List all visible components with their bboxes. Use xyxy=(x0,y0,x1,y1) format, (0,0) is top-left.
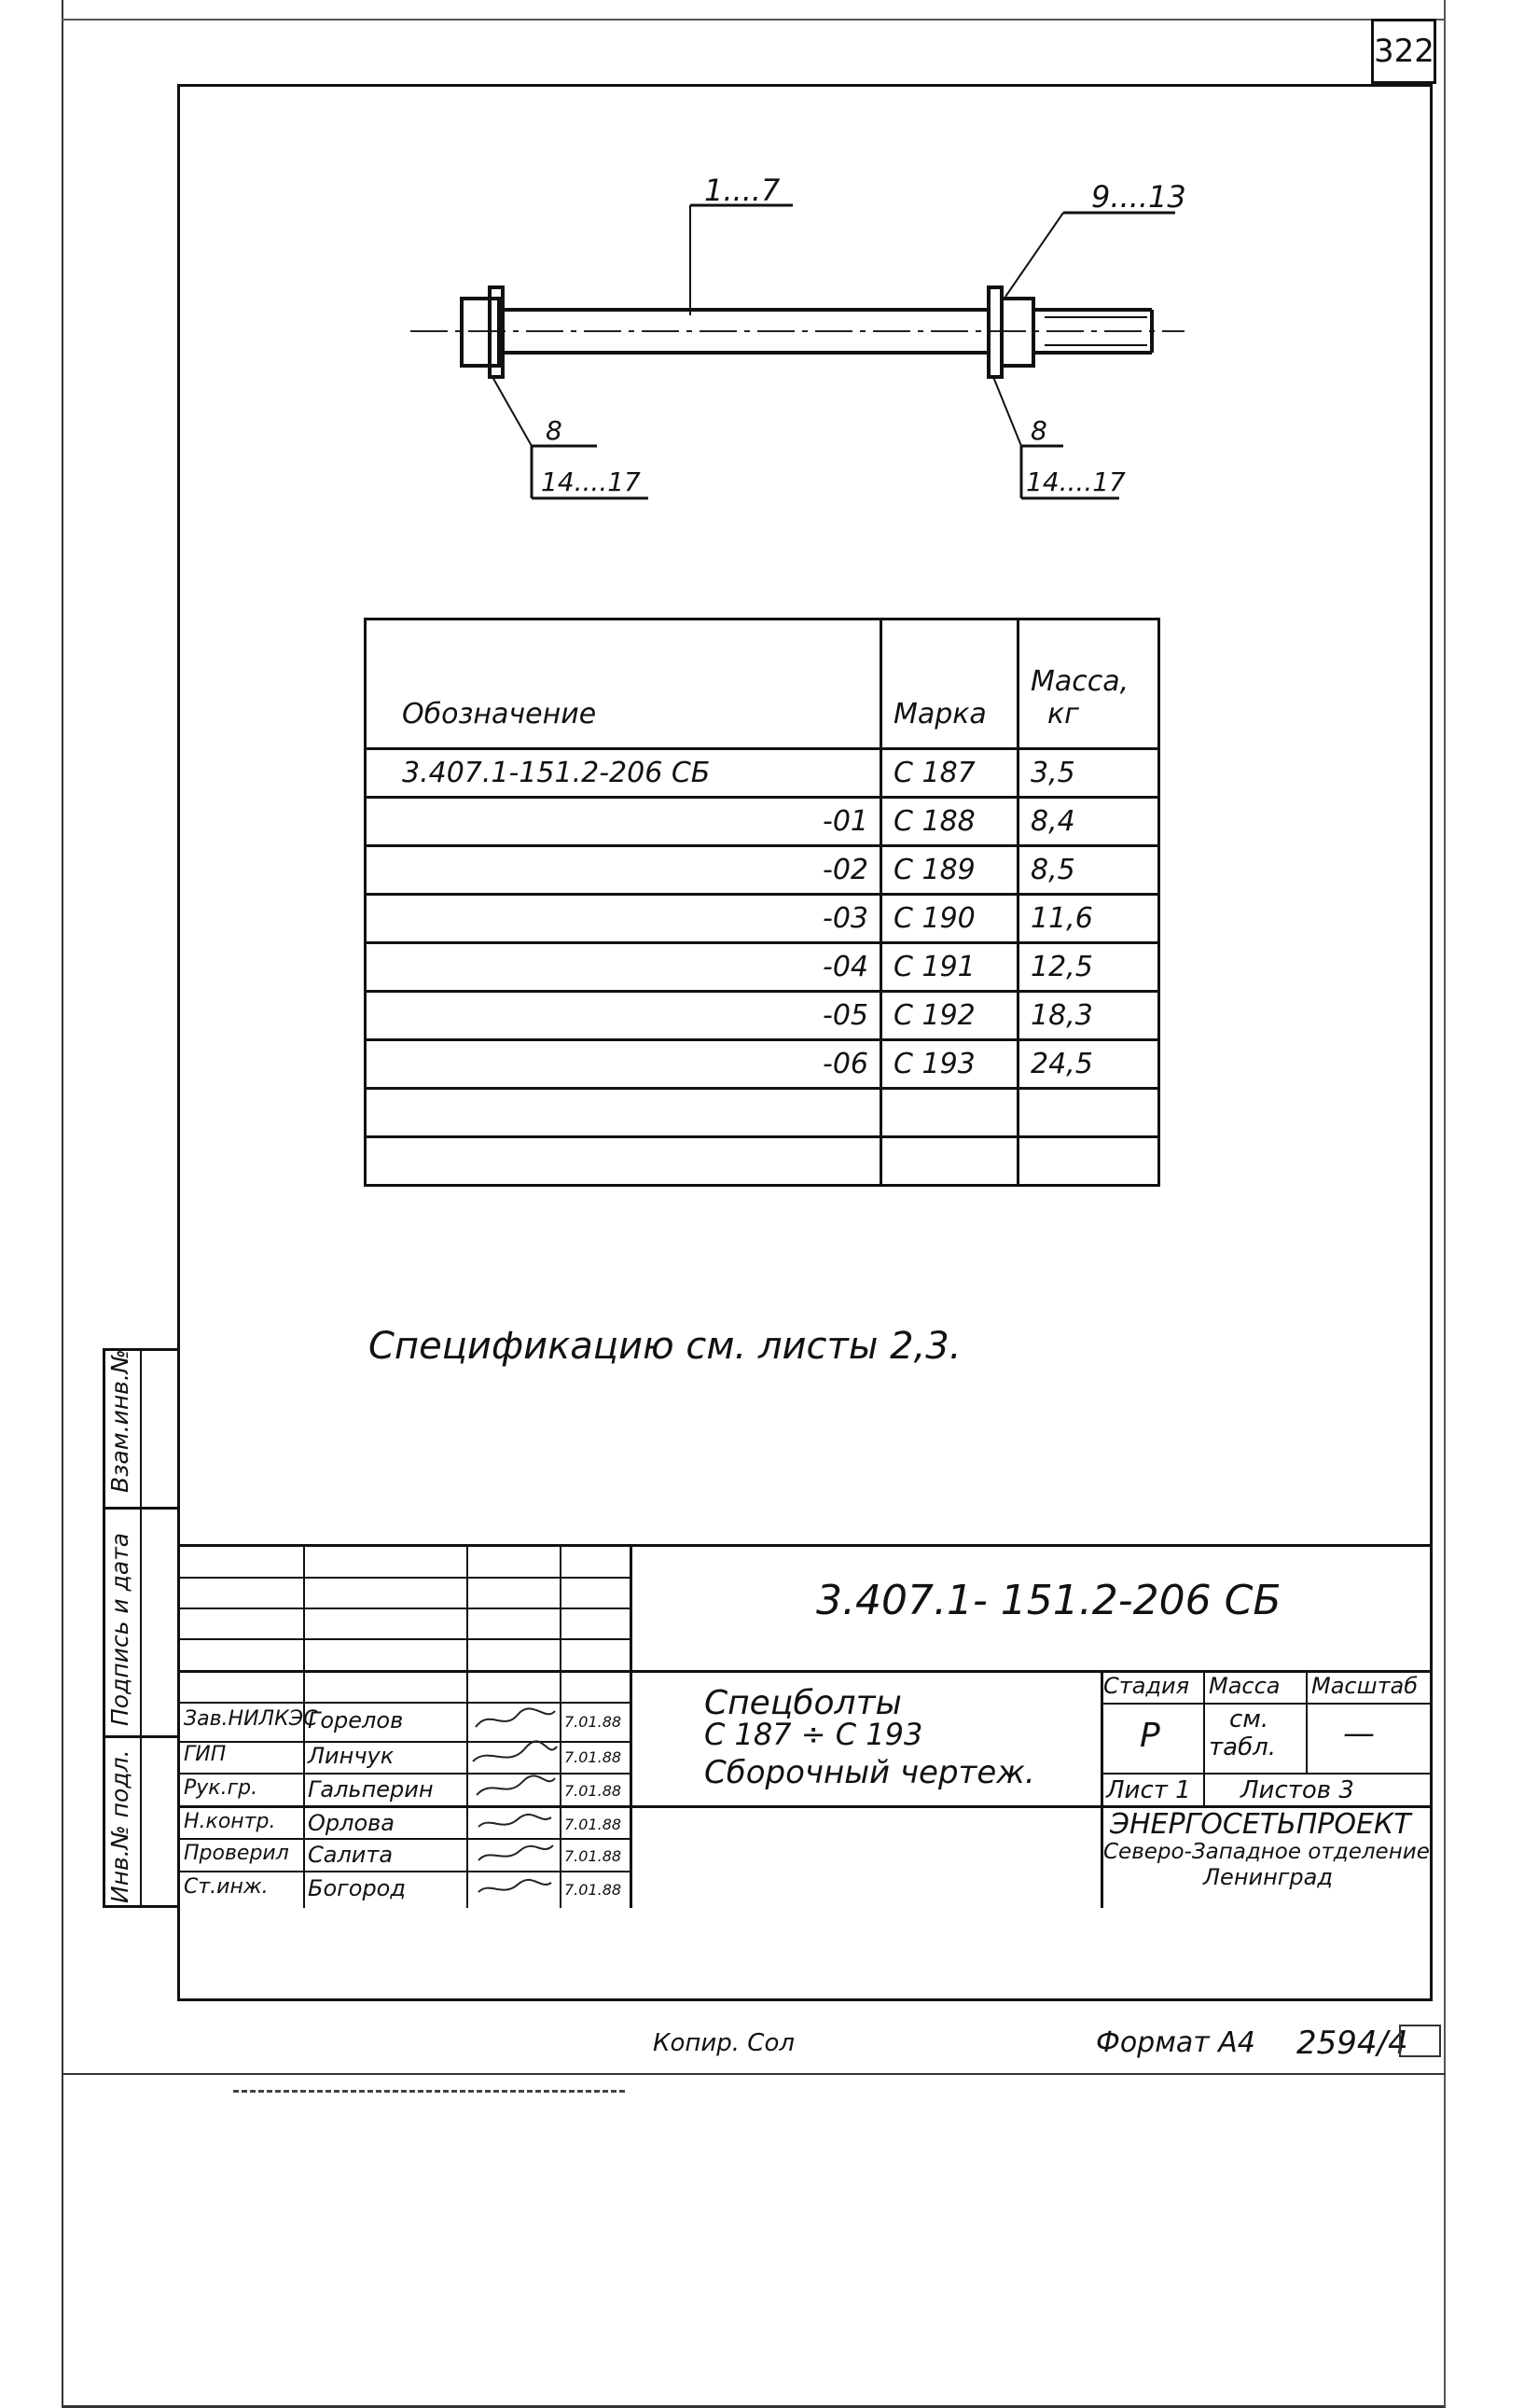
table-row xyxy=(366,846,1159,895)
row-mass: 8,4 xyxy=(1018,798,1159,846)
staff-name: Гальперин xyxy=(308,1776,434,1803)
stage-label: Стадия xyxy=(1103,1673,1190,1699)
tb-v6 xyxy=(1203,1670,1205,1805)
staff-name: Орлова xyxy=(308,1810,395,1836)
spec-note: Спецификацию см. листы 2,3. xyxy=(368,1325,962,1368)
title-line1: Спецболты xyxy=(704,1684,902,1722)
tb-h9 xyxy=(180,1838,630,1840)
tb-v5 xyxy=(1101,1670,1103,1908)
page-top-rule xyxy=(62,19,1446,21)
org-sub1: Северо-Западное отделение xyxy=(1103,1840,1430,1864)
side-strip-line1 xyxy=(103,1507,180,1510)
row-mark xyxy=(881,1137,1018,1186)
row-mark: С 190 xyxy=(881,895,1018,943)
row-designation xyxy=(366,1137,881,1186)
row-designation: -05 xyxy=(366,992,881,1040)
tb-h1 xyxy=(180,1577,630,1579)
staff-date: 7.01.88 xyxy=(564,1847,622,1865)
stage-value: Р xyxy=(1140,1717,1160,1755)
staff-date: 7.01.88 xyxy=(564,1881,622,1899)
mass-label: Масса xyxy=(1209,1673,1281,1699)
staff-name: Салита xyxy=(308,1842,394,1868)
table-row xyxy=(366,992,1159,1040)
callout-right-b: 14....17 xyxy=(1026,466,1126,497)
row-designation: -01 xyxy=(366,798,881,846)
staff-role: Ст.инж. xyxy=(184,1875,269,1899)
row-mark: С 193 xyxy=(881,1040,1018,1089)
header-designation: Обозначение xyxy=(366,619,881,749)
staff-date: 7.01.88 xyxy=(564,1782,622,1800)
doc-code: 3.407.1- 151.2-206 СБ xyxy=(816,1577,1282,1624)
side-strip-line2 xyxy=(103,1735,180,1738)
row-designation: -06 xyxy=(366,1040,881,1089)
row-mass: 24,5 xyxy=(1018,1040,1159,1089)
row-mass: 8,5 xyxy=(1018,846,1159,895)
outer-border-right xyxy=(1444,0,1446,2407)
footer-copied: Копир. Сол xyxy=(653,2029,795,2057)
table-row-empty xyxy=(366,1089,1159,1137)
staff-name: Богород xyxy=(308,1875,406,1901)
row-designation: -02 xyxy=(366,846,881,895)
row-mark: С 191 xyxy=(881,943,1018,992)
signatures xyxy=(471,1704,560,1904)
row-mark: С 188 xyxy=(881,798,1018,846)
tb-h6 xyxy=(180,1741,630,1743)
row-mass: 3,5 xyxy=(1018,749,1159,798)
tb-v4 xyxy=(630,1544,632,1908)
footer-format: Формат А4 xyxy=(1096,2026,1255,2059)
staff-date: 7.01.88 xyxy=(564,1816,622,1833)
table-row-empty xyxy=(366,1137,1159,1186)
page-number: 322 xyxy=(1371,19,1436,84)
row-mark: С 187 xyxy=(881,749,1018,798)
row-designation: -04 xyxy=(366,943,881,992)
staff-role: Н.контр. xyxy=(184,1810,276,1833)
tb-h10 xyxy=(180,1871,630,1872)
header-mass-line2: кг xyxy=(1047,698,1079,731)
table-row xyxy=(366,749,1159,798)
title-line3: Сборочный чертеж. xyxy=(704,1754,1035,1791)
staff-role: Зав.НИЛКЭС xyxy=(184,1707,318,1731)
footer-archive-no: 2594/4 xyxy=(1296,2025,1408,2062)
side-strip-divider xyxy=(140,1348,142,1908)
callout-left-b: 14....17 xyxy=(541,466,641,497)
sheets-label: Листов 3 xyxy=(1240,1776,1354,1804)
row-mark: С 189 xyxy=(881,846,1018,895)
tb-h11 xyxy=(1101,1703,1433,1705)
tb-v7 xyxy=(1306,1670,1308,1773)
side-label-signature-date: Подпись и дата xyxy=(106,1532,133,1726)
side-label-ref-no: Взам.инв.№ xyxy=(106,1349,133,1493)
mass-table xyxy=(364,618,1160,1187)
staff-role: Проверил xyxy=(184,1842,289,1865)
mass-value-2: табл. xyxy=(1209,1733,1276,1761)
tb-h3 xyxy=(180,1638,630,1640)
staff-name: Линчук xyxy=(308,1743,395,1769)
tb-h2 xyxy=(180,1608,630,1609)
callout-top-left: 1....7 xyxy=(704,173,781,208)
callout-top-right: 9....13 xyxy=(1091,179,1186,215)
outer-border-left xyxy=(62,0,63,2407)
table-row xyxy=(366,943,1159,992)
tb-v3 xyxy=(560,1544,561,1908)
org-name: ЭНЕРГОСЕТЬПРОЕКТ xyxy=(1110,1808,1411,1841)
footer-stamp-box xyxy=(1399,2025,1441,2057)
title-line2: С 187 ÷ С 193 xyxy=(704,1717,923,1752)
header-mass xyxy=(1018,619,1159,749)
table-row xyxy=(366,895,1159,943)
row-mark xyxy=(881,1089,1018,1137)
staff-role: ГИП xyxy=(184,1743,227,1766)
row-mass: 11,6 xyxy=(1018,895,1159,943)
staff-role: Рук.гр. xyxy=(184,1776,258,1800)
staff-date: 7.01.88 xyxy=(564,1713,622,1731)
side-label-inv-no: Инв.№ подл. xyxy=(106,1749,133,1903)
tb-v2 xyxy=(466,1544,468,1908)
row-mass: 18,3 xyxy=(1018,992,1159,1040)
staff-date: 7.01.88 xyxy=(564,1748,622,1766)
footer-dashed-line xyxy=(233,2090,625,2093)
scale-label: Масштаб xyxy=(1311,1673,1419,1699)
table-row xyxy=(366,1040,1159,1089)
staff-name: Горелов xyxy=(308,1707,404,1733)
row-designation: 3.407.1-151.2-206 СБ xyxy=(366,749,881,798)
tb-h7 xyxy=(180,1773,630,1775)
row-mark: С 192 xyxy=(881,992,1018,1040)
row-designation: -03 xyxy=(366,895,881,943)
mass-value-1: см. xyxy=(1229,1705,1269,1733)
sheet-label: Лист 1 xyxy=(1106,1776,1191,1804)
callout-left-a: 8 xyxy=(546,415,562,446)
header-mark: Марка xyxy=(881,619,1018,749)
row-mass xyxy=(1018,1089,1159,1137)
row-mass xyxy=(1018,1137,1159,1186)
footer-line-1 xyxy=(62,2073,1446,2075)
table-row xyxy=(366,798,1159,846)
callout-right-a: 8 xyxy=(1031,415,1047,446)
table-header xyxy=(366,619,1159,749)
row-mass: 12,5 xyxy=(1018,943,1159,992)
scale-value: — xyxy=(1343,1715,1375,1752)
tb-h12 xyxy=(1101,1773,1433,1775)
row-designation xyxy=(366,1089,881,1137)
org-sub2: Ленинград xyxy=(1203,1864,1333,1890)
header-mass-line1: Масса, xyxy=(1031,665,1129,698)
tb-h5 xyxy=(180,1702,630,1704)
